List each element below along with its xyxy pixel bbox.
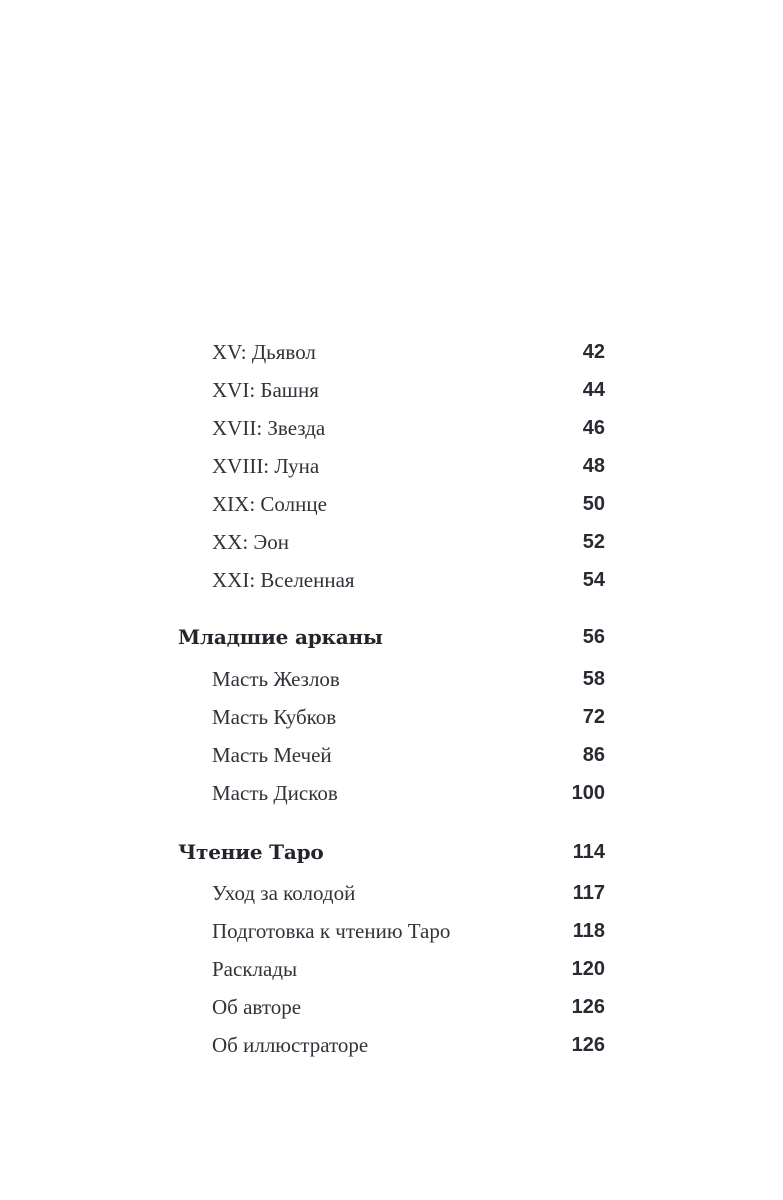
toc-entry <box>0 912 783 950</box>
toc-entry-title: Расклады <box>212 957 298 981</box>
toc-entry-title: Масть Дисков <box>212 781 338 805</box>
toc-entry-title: XVI: Башня <box>212 378 319 402</box>
toc-entry-title: Об иллюстраторе <box>212 1033 369 1057</box>
toc-entry-page-number: 58 <box>582 668 605 690</box>
toc-section-title: Младшие арканы <box>178 625 383 649</box>
toc-entry-title: XVIII: Луна <box>212 454 320 478</box>
toc-entry-title: Масть Жезлов <box>212 667 340 691</box>
toc-entry-page-number: 52 <box>582 531 605 553</box>
toc-entry-title: Масть Кубков <box>212 705 337 729</box>
toc-entry-page-number: 120 <box>571 958 605 980</box>
toc-entry-page-number: 42 <box>582 341 605 363</box>
toc-section-heading <box>0 618 783 656</box>
toc-entry-page-number: 44 <box>582 379 605 401</box>
toc-entry-title: XV: Дьявол <box>212 340 316 364</box>
toc-entry <box>0 447 783 485</box>
toc-entry <box>0 950 783 988</box>
toc-entry-page-number: 54 <box>582 569 605 591</box>
toc-entry-title: XIX: Солнце <box>212 492 327 516</box>
toc-entry-page-number: 100 <box>571 782 605 804</box>
toc-entry <box>0 333 783 371</box>
toc-entry-page-number: 48 <box>582 455 605 477</box>
toc-entry-page-number: 72 <box>582 706 605 728</box>
toc-entry-page-number: 126 <box>571 996 605 1018</box>
toc-entry <box>0 874 783 912</box>
toc-entry-title: XVII: Звезда <box>212 416 326 440</box>
toc-entry <box>0 698 783 736</box>
toc-entry <box>0 736 783 774</box>
toc-section-page-number: 56 <box>582 626 605 648</box>
toc-entry <box>0 660 783 698</box>
toc-section-page-number: 114 <box>572 841 605 863</box>
toc-entry-title: Подготовка к чтению Таро <box>212 919 451 943</box>
toc-section-title: Чтение Таро <box>178 840 324 864</box>
toc-entry-title: Масть Мечей <box>212 743 332 767</box>
toc-entry <box>0 523 783 561</box>
toc-entry-page-number: 118 <box>572 920 605 942</box>
toc-entry-page-number: 86 <box>582 744 605 766</box>
toc-entry-title: XX: Эон <box>212 530 290 554</box>
toc-entry <box>0 774 783 812</box>
toc-entry-page-number: 46 <box>582 417 605 439</box>
toc-entry-title: Об авторе <box>212 995 302 1019</box>
toc-section-heading <box>0 833 783 871</box>
toc-entry-title: Уход за колодой <box>212 881 356 905</box>
toc-entry <box>0 561 783 599</box>
toc-entry <box>0 485 783 523</box>
toc-entry-page-number: 126 <box>571 1034 605 1056</box>
toc-entry <box>0 371 783 409</box>
toc-entry <box>0 1026 783 1064</box>
toc-entry <box>0 988 783 1026</box>
toc-entry-page-number: 117 <box>572 882 605 904</box>
toc-entry-title: XXI: Вселенная <box>212 568 355 592</box>
toc-entry-page-number: 50 <box>582 493 605 515</box>
toc-entry <box>0 409 783 447</box>
